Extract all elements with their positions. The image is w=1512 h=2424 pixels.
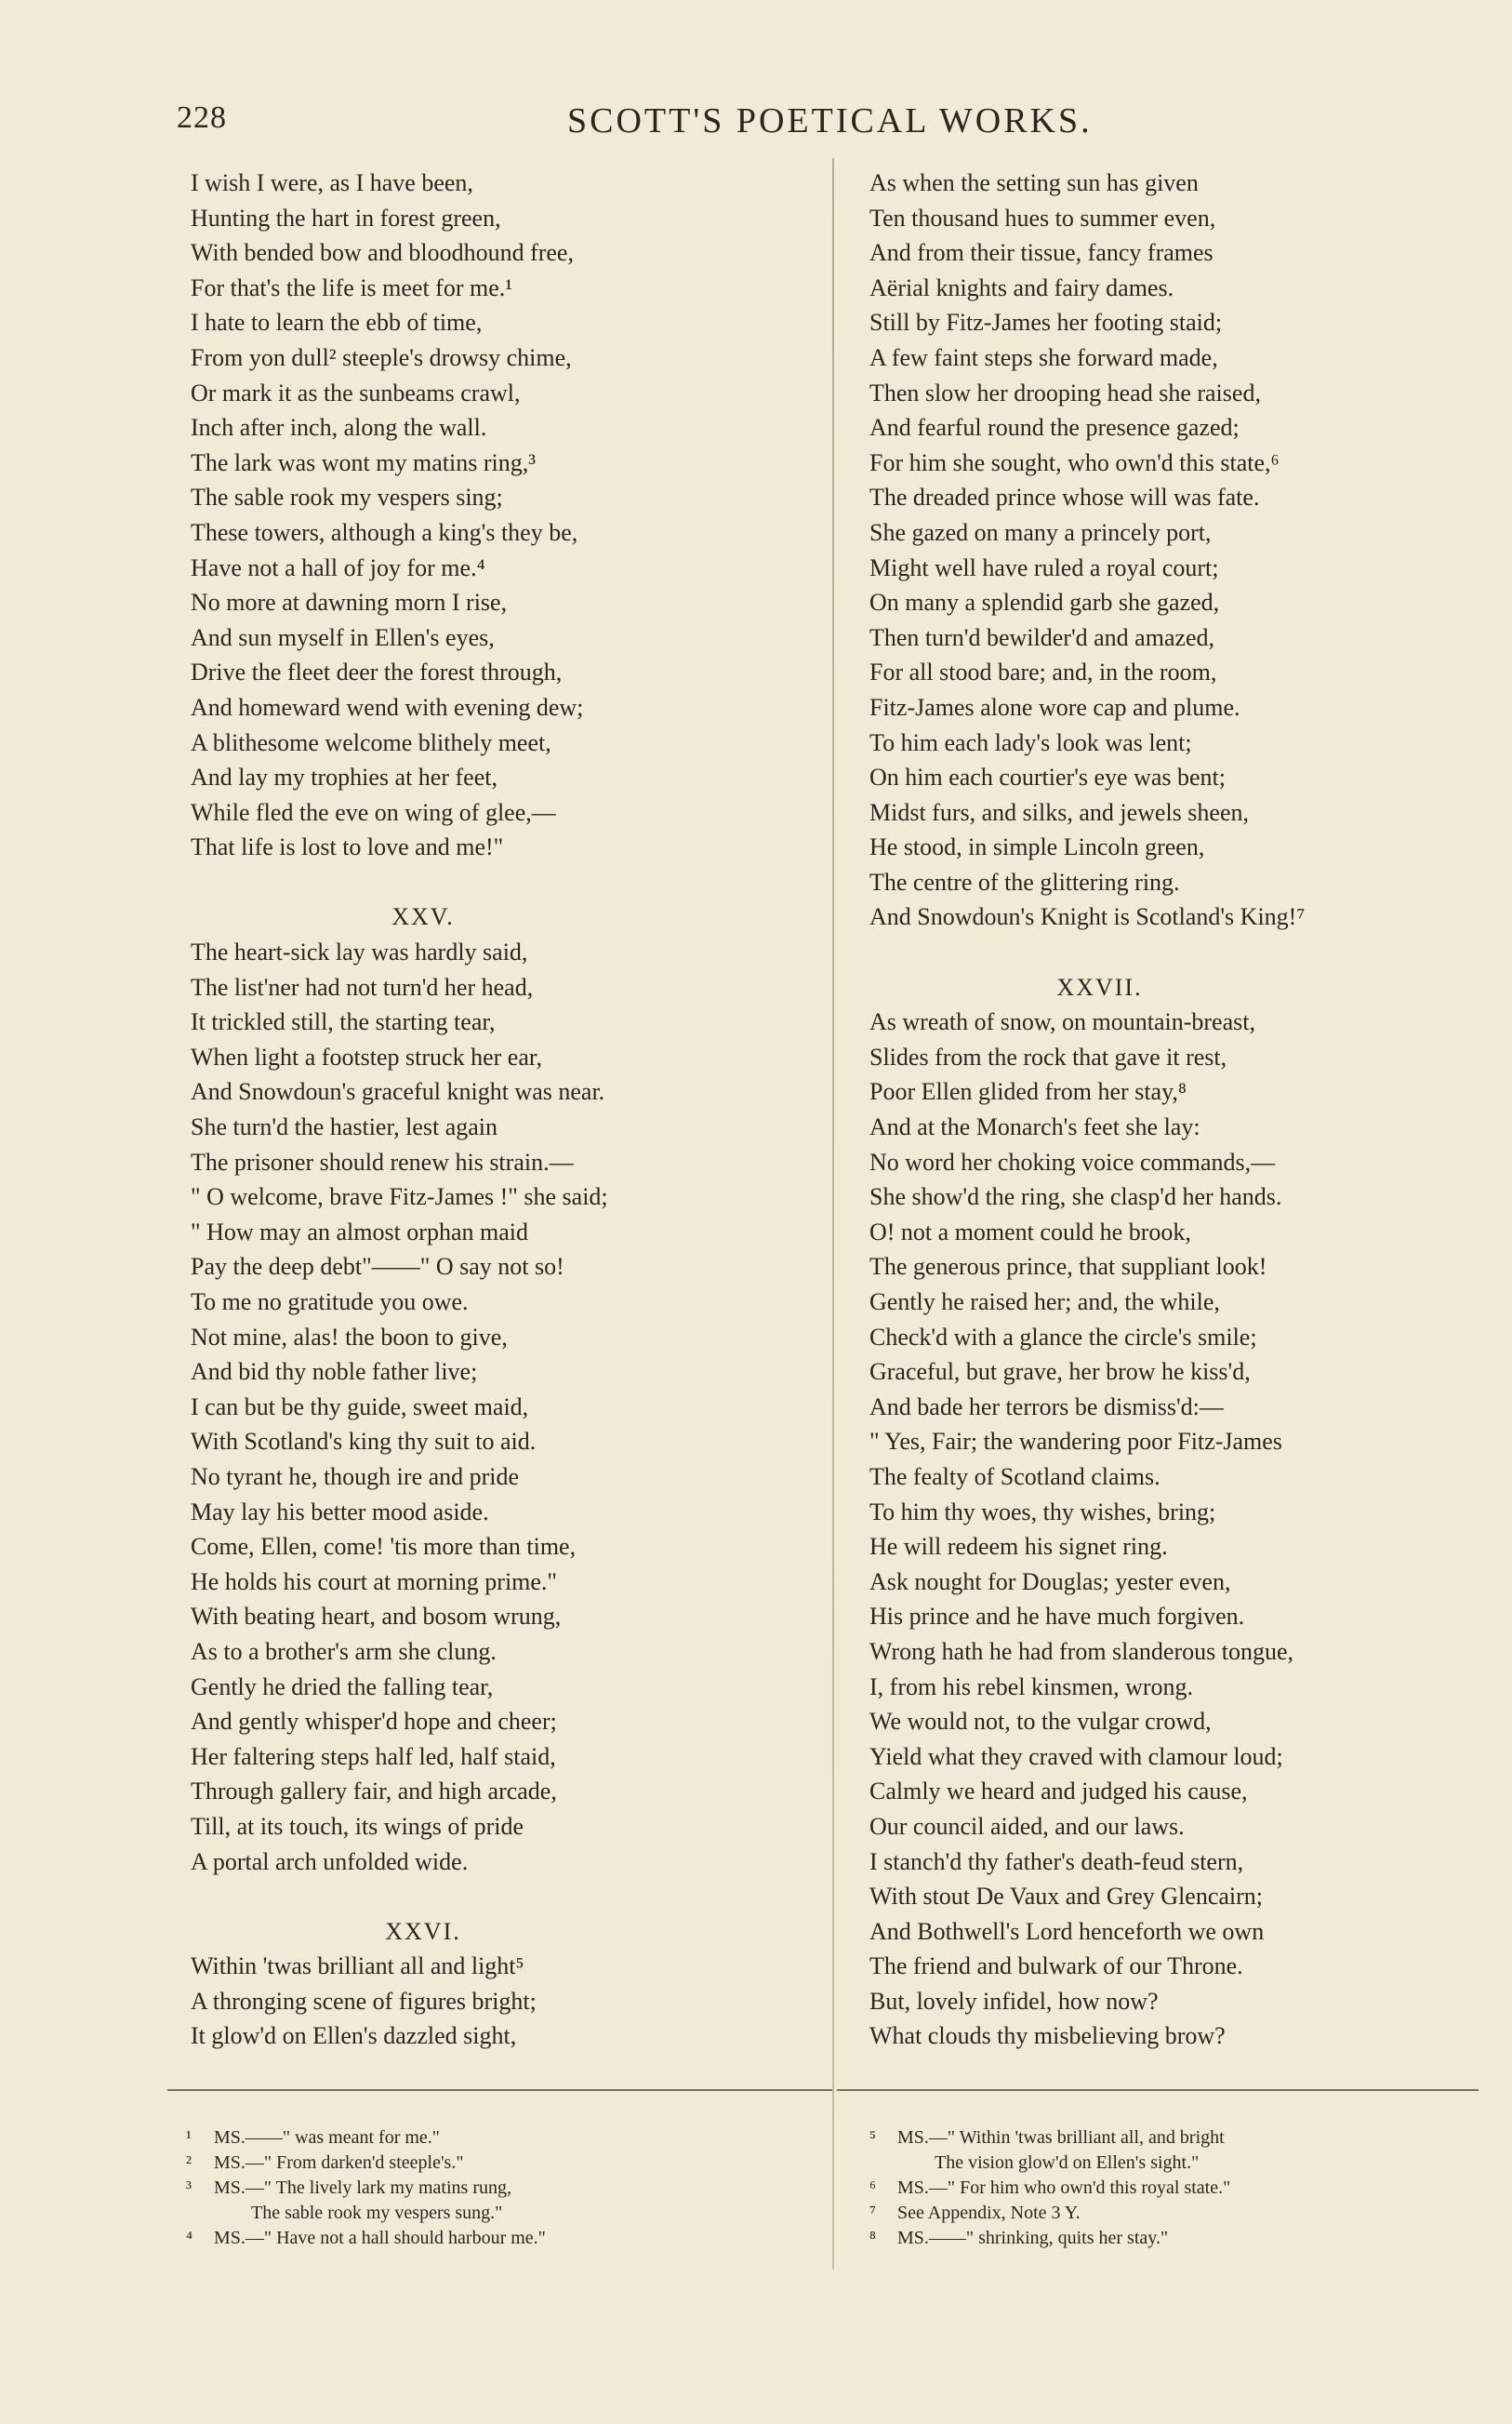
poem-line: The centre of the glittering ring. [869,868,1180,896]
poem-line: It trickled still, the starting tear, [191,1008,496,1036]
poem-line: What clouds thy misbelieving brow? [869,2022,1226,2050]
poem-line: I, from his rebel kinsmen, wrong. [869,1672,1194,1700]
footnote-text: See Appendix, Note 3 Y. [897,2203,1081,2223]
poem-line: Ask nought for Douglas; yester even, [869,1567,1231,1595]
poem-line: And bid thy noble father live; [191,1358,478,1386]
poem-line: The lark was wont my matins ring,³ [191,448,537,476]
poem-line: Pay the deep debt"——" O say not so! [191,1253,564,1281]
poem-line: Slides from the rock that gave it rest, [869,1043,1227,1071]
poem-lines-group [191,1949,832,2054]
footnote-mark: ³ [186,2178,192,2198]
poem-line: As to a brother's arm she clung. [191,1637,497,1665]
footnote-mark: ⁵ [869,2127,876,2148]
stanza-heading-xxvii: XXVII. [1056,973,1143,1001]
poem-line: Come, Ellen, come! 'tis more than time, [191,1533,577,1561]
poem-line: I can but be thy guide, sweet maid, [191,1392,529,1420]
footnote [186,2151,828,2176]
poem-line: While fled the eve on wing of glee,— [191,798,556,826]
poem-line: Within 'twas brilliant all and light⁵ [191,1952,524,1980]
poem-line: Gently he raised her; and, the while, [869,1288,1220,1315]
poem-line: Have not a hall of joy for me.⁴ [191,553,485,581]
poem-line: But, lovely infidel, how now? [869,1987,1159,2015]
poem-line: As when the setting sun has given [869,169,1199,196]
poem-line: Not mine, alas! the boon to give, [191,1323,508,1351]
poem-line: Gently he dried the falling tear, [191,1672,494,1700]
poem-line: Fitz-James alone wore cap and plume. [869,693,1240,721]
poem-line: On him each courtier's eye was bent; [869,764,1226,792]
poem-line: Aërial knights and fairy dames. [869,273,1174,301]
footnote [186,2125,828,2151]
poem-line: With bended bow and bloodhound free, [191,239,574,267]
footnote-rule [167,2089,832,2091]
poem-line: And lay my trophies at her feet, [191,764,497,792]
poem-line: To him thy woes, thy wishes, bring; [869,1498,1216,1525]
poem-line: Might well have ruled a royal court; [869,553,1219,581]
footnote-text: The sable rook my vespers sung." [251,2203,503,2223]
poem-line: Drive the fleet deer the forest through, [191,659,563,686]
poem-line: No tyrant he, though ire and pride [191,1462,520,1490]
poem-line: Inch after inch, along the wall. [191,414,487,442]
running-title: SCOTT'S POETICAL WORKS. [567,101,1093,140]
poem-line: A portal arch unfolded wide. [191,1847,469,1875]
poem-line: A blithesome welcome blithely meet, [191,728,551,756]
page-header [177,100,1432,147]
poem-line: The friend and bulwark of our Throne. [869,1952,1243,1980]
footnotes-left [186,2125,828,2251]
footnote-mark: ⁶ [869,2178,876,2198]
footnotes-right [869,2125,1437,2251]
stanza-heading-xxv: XXV. [391,903,455,931]
poem-lines-group [869,1005,1413,2054]
poem-line: As wreath of snow, on mountain-breast, [869,1008,1255,1036]
poem-line: The prisoner should renew his strain.— [191,1148,574,1176]
footnote-text: MS.——" was meant for me." [214,2127,440,2148]
poem-line: " Yes, Fair; the wandering poor Fitz-James [869,1428,1282,1456]
poem-line: The list'ner had not turn'd her head, [191,973,534,1001]
poem-line: The generous prince, that suppliant look! [869,1253,1267,1281]
poem-line: Wrong hath he had from slanderous tongue, [869,1637,1294,1665]
poem-line: A few faint steps she forward made, [869,343,1218,371]
footnote-mark: ⁴ [186,2228,192,2248]
footnote [869,2151,1437,2176]
poem-line: Poor Ellen glided from her stay,⁸ [869,1078,1187,1106]
poem-line: Through gallery fair, and high arcade, [191,1778,557,1805]
footnote [186,2226,828,2251]
poem-lines-group [869,166,1413,935]
poem-line: With stout De Vaux and Grey Glencairn; [869,1883,1264,1911]
poem-line: No more at dawning morn I rise, [191,589,508,617]
footnote-rule [837,2089,1479,2091]
poem-line: No word her choking voice commands,— [869,1148,1276,1176]
poem-line: And from their tissue, fancy frames [869,239,1214,267]
poem-line: He stood, in simple Lincoln green, [869,833,1205,861]
column-divider [832,158,834,2270]
poem-line: To him each lady's look was lent; [869,728,1192,756]
poem-line: The dreaded prince whose will was fate. [869,484,1260,512]
poem-line: " How may an almost orphan maid [191,1218,528,1245]
poem-line: Till, at its touch, its wings of pride [191,1812,524,1840]
right-column [869,166,1413,2054]
poem-line: Calmly we heard and judged his cause, [869,1778,1248,1805]
poem-line: His prince and he have much forgiven. [869,1603,1245,1631]
poem-line: And Snowdoun's Knight is Scotland's King!⁷ [869,903,1306,931]
footnote-text: MS.——" shrinking, quits her stay." [897,2228,1169,2248]
stanza-heading-xxvi: XXVI. [385,1917,461,1945]
poem-line: Midst furs, and silks, and jewels sheen, [869,798,1250,826]
poem-line: With Scotland's king thy suit to aid. [191,1428,537,1456]
poem-line: That life is lost to love and me!" [191,833,504,861]
left-column [191,166,832,2054]
poem-line: Or mark it as the sunbeams crawl, [191,379,521,406]
poem-lines-group [191,935,832,1879]
poem-line: It glow'd on Ellen's dazzled sight, [191,2022,517,2050]
footnote-mark: ⁸ [869,2228,876,2248]
footnote-mark: ² [186,2152,192,2173]
footnote-text: MS.—" Have not a hall should harbour me." [214,2228,546,2248]
poem-line: When light a footstep struck her ear, [191,1043,542,1071]
poem-lines-group [191,166,832,865]
poem-line: Her faltering steps half led, half staid, [191,1742,556,1770]
poem-line: Then turn'd bewilder'd and amazed, [869,623,1215,651]
poem-line: Hunting the hart in forest green, [191,204,501,232]
footnote [869,2201,1437,2226]
poem-line: O! not a moment could he brook, [869,1218,1191,1245]
poem-line: With beating heart, and bosom wrung, [191,1603,562,1631]
poem-line: The heart-sick lay was hardly said, [191,939,528,966]
poem-line: She turn'd the hastier, lest again [191,1113,498,1141]
poem-line: And gently whisper'd hope and cheer; [191,1708,557,1736]
poem-line: She gazed on many a princely port, [869,518,1212,546]
poem-line: For that's the life is meet for me.¹ [191,273,513,301]
poem-line: A thronging scene of figures bright; [191,1987,537,2015]
poem-line: For all stood bare; and, in the room, [869,659,1217,686]
poem-line: Then slow her drooping head she raised, [869,379,1261,406]
poem-line: And at the Monarch's feet she lay: [869,1113,1200,1141]
poem-line: And homeward wend with evening dew; [191,693,584,721]
footnote-text: MS.—" For him who own'd this royal state." [897,2178,1231,2198]
poem-line: And Bothwell's Lord henceforth we own [869,1917,1265,1945]
footnote [869,2226,1437,2251]
poem-line: Yield what they craved with clamour loud; [869,1742,1283,1770]
poem-line: From yon dull² steeple's drowsy chime, [191,343,572,371]
poem-line: Our council aided, and our laws. [869,1812,1185,1840]
poem-line: The sable rook my vespers sing; [191,484,503,512]
poem-line: And sun myself in Ellen's eyes, [191,623,495,651]
footnote-mark: ⁷ [869,2203,876,2223]
poem-line: And fearful round the presence gazed; [869,414,1240,442]
poem-line: " O welcome, brave Fitz-James !" she said; [191,1183,608,1211]
poem-line: And Snowdoun's graceful knight was near. [191,1078,605,1106]
poem-line: The fealty of Scotland claims. [869,1462,1161,1490]
poem-line: Graceful, but grave, her brow he kiss'd, [869,1358,1251,1386]
poem-line: I wish I were, as I have been, [191,169,473,196]
poem-line: I stanch'd thy father's death-feud stern, [869,1847,1244,1875]
poem-line: We would not, to the vulgar crowd, [869,1708,1212,1736]
poem-line: Check'd with a glance the circle's smile; [869,1323,1257,1351]
poem-line: On many a splendid garb she gazed, [869,589,1220,617]
poem-line: Still by Fitz-James her footing staid; [869,309,1223,337]
poem-line: I hate to learn the ebb of time, [191,309,483,337]
footnote [186,2176,828,2201]
poem-line: And bade her terrors be dismiss'd:— [869,1392,1224,1420]
poem-line: She show'd the ring, she clasp'd her hands. [869,1183,1282,1211]
footnote-mark: ¹ [186,2127,192,2148]
poem-line: Ten thousand hues to summer even, [869,204,1216,232]
poem-line: For him she sought, who own'd this state,⁶ [869,448,1280,476]
footnote [869,2125,1437,2151]
footnote [869,2176,1437,2201]
poem-line: These towers, although a king's they be, [191,518,578,546]
poem-line: May lay his better mood aside. [191,1498,489,1525]
footnote-text: MS.—" Within 'twas brilliant all, and bright [897,2127,1225,2148]
footnote [186,2201,828,2226]
footnote-text: MS.—" The lively lark my matins rung, [214,2178,511,2198]
poem-line: He holds his court at morning prime." [191,1567,558,1595]
page-number: 228 [177,100,227,135]
poem-line: To me no gratitude you owe. [191,1288,469,1315]
footnote-text: The vision glow'd on Ellen's sight." [935,2152,1200,2173]
poem-line: He will redeem his signet ring. [869,1533,1168,1561]
footnote-text: MS.—" From darken'd steeple's." [214,2152,464,2173]
